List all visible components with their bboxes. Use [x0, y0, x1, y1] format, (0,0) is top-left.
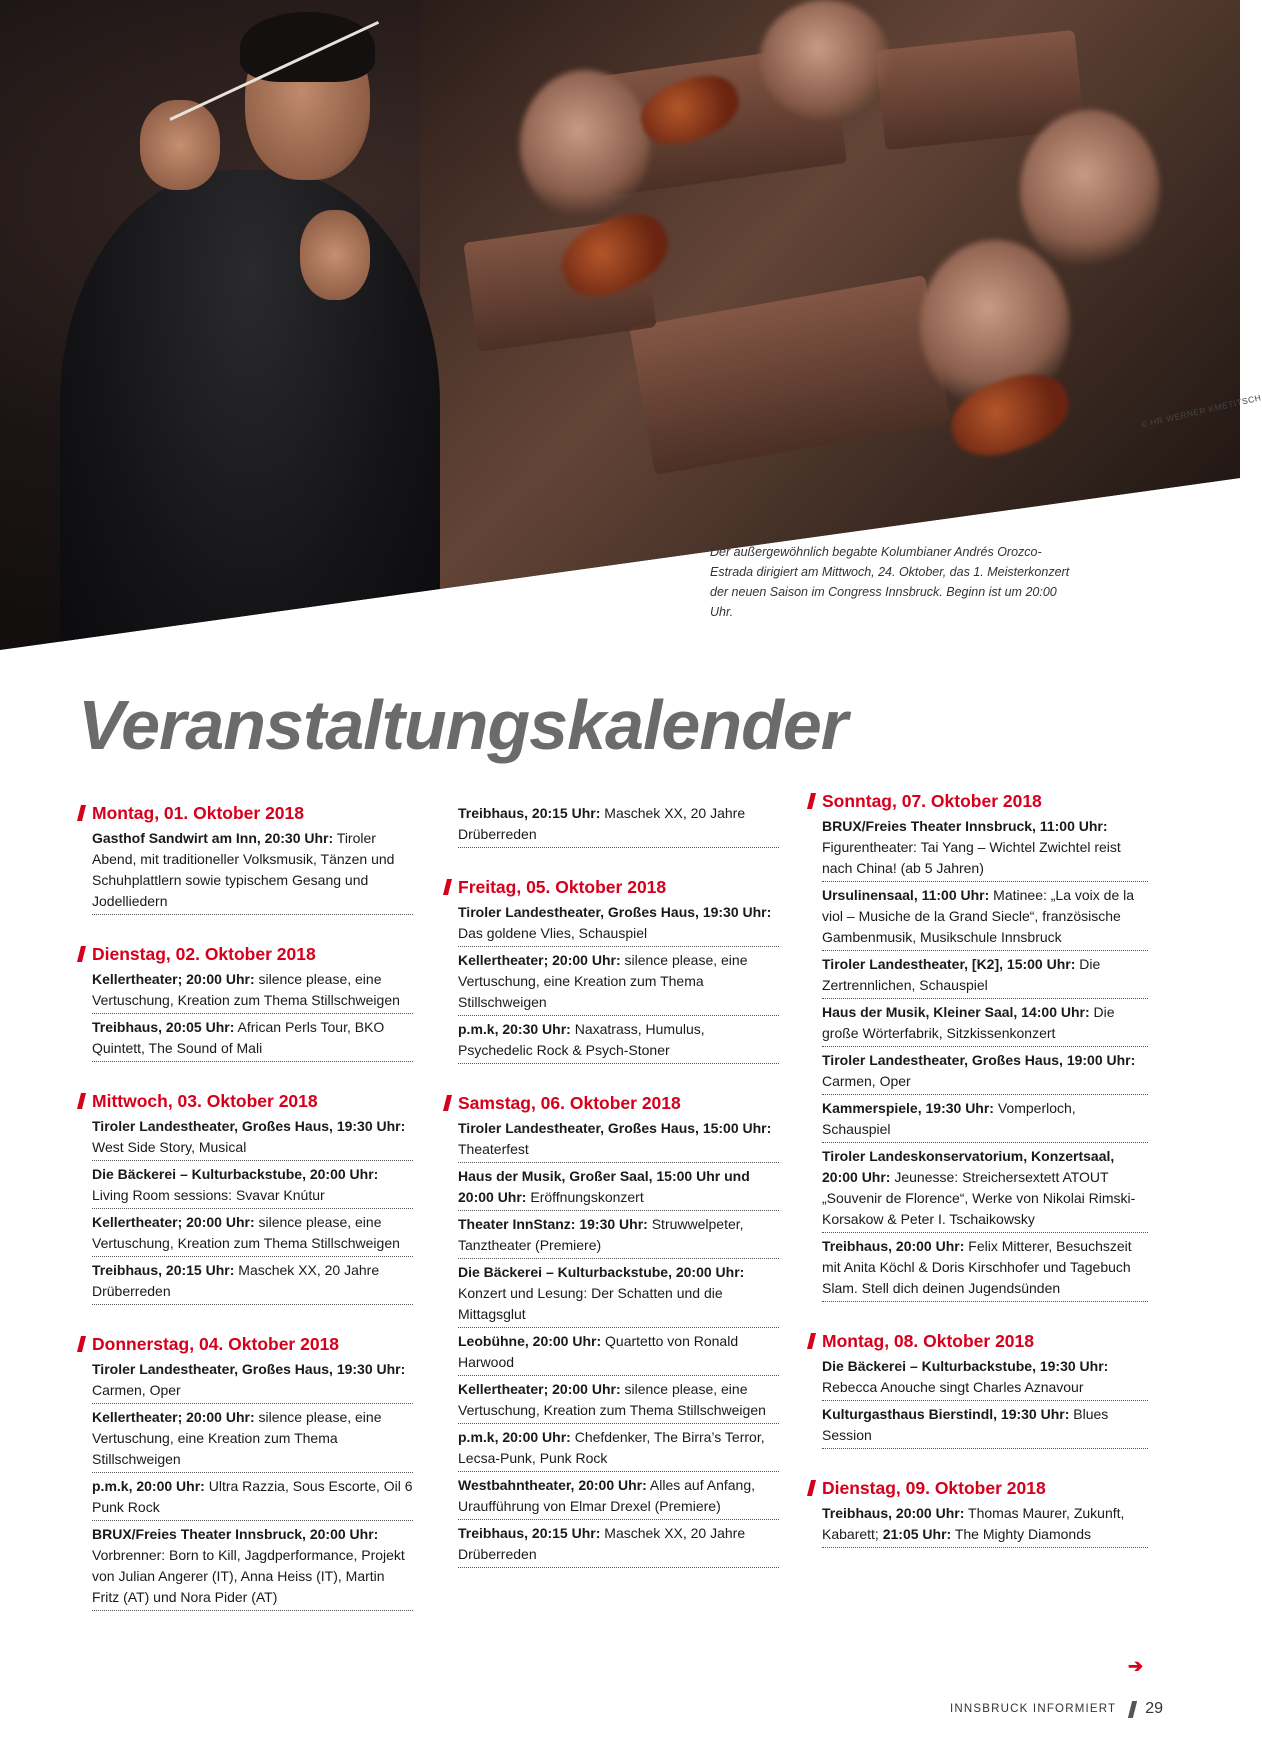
event-entry — [822, 1145, 1148, 1233]
conductor-hair — [240, 12, 375, 82]
slash-marker-icon — [443, 879, 452, 895]
event-venue-time: Theater InnStanz: 19:30 Uhr: — [458, 1216, 648, 1232]
event-description: Konzert und Lesung: Der Schatten und die Mittagsglut — [458, 1285, 723, 1322]
slash-marker-icon — [807, 1480, 816, 1496]
event-description: Vorbrenner: Born to Kill, Jagdperformance, Projekt von Julian Angerer (IT), Anna Heiss (IT), Martin Fritz (AT) und Nora Pider (AT) — [92, 1547, 405, 1605]
day-date: Dienstag, 09. Oktober 2018 — [822, 1478, 1046, 1498]
event-description: silence please, eine Vertuschung, Kreation zum Thema Stillschweigen — [92, 971, 400, 1008]
event-venue-time: p.m.k, 20:30 Uhr: — [458, 1021, 571, 1037]
event-venue-time: Treibhaus, 20:05 Uhr: — [92, 1019, 235, 1035]
event-description: Eröffnungskonzert — [526, 1189, 644, 1205]
event-entry — [822, 1502, 1148, 1548]
day-heading — [78, 943, 413, 965]
event-venue-time: Die Bäckerei – Kulturbackstube, 20:00 Uhr: — [92, 1166, 379, 1182]
event-entry — [458, 1261, 779, 1328]
event-description: African Perls Tour, BKO Quintett, The Sound of Mali — [92, 1019, 385, 1056]
day-date: Samstag, 06. Oktober 2018 — [458, 1093, 681, 1113]
event-venue-time: Tiroler Landestheater, Großes Haus, 19:30 Uhr: — [92, 1118, 406, 1134]
event-entry — [822, 953, 1148, 999]
event-description: Felix Mitterer, Besuchszeit mit Anita Köchl & Doris Kirschhofer und Tagebuch Slam. Stell dich deinen Jugendsünden — [822, 1238, 1132, 1296]
event-entry — [822, 1403, 1148, 1449]
calendar-column-1 — [78, 802, 413, 1639]
event-description: Carmen, Oper — [822, 1073, 911, 1089]
event-entry — [92, 968, 413, 1014]
event-venue-time: Tiroler Landestheater, Großes Haus, 19:00 Uhr: — [822, 1052, 1136, 1068]
event-description: Alles auf Anfang, Uraufführung von Elmar Drexel (Premiere) — [458, 1477, 755, 1514]
event-venue-time: Tiroler Landeskonservatorium, Konzertsaal, 20:00 Uhr: — [822, 1148, 1115, 1185]
slash-marker-icon — [77, 1336, 86, 1352]
page-number: 29 — [1145, 1700, 1164, 1717]
event-entry — [822, 884, 1148, 951]
event-description: Theaterfest — [458, 1141, 529, 1157]
event-description: Blues Session — [822, 1406, 1109, 1443]
day-block — [808, 1477, 1148, 1548]
day-date: Freitag, 05. Oktober 2018 — [458, 877, 667, 897]
event-venue-time: Tiroler Landestheater, Großes Haus, 19:30 Uhr: — [92, 1361, 406, 1377]
event-venue-time: Treibhaus, 20:15 Uhr: — [458, 805, 601, 821]
event-description: Maschek XX, 20 Jahre Drüberreden — [458, 805, 746, 842]
event-description: silence please, eine Vertuschung, Kreation zum Thema Stillschweigen — [458, 1381, 766, 1418]
slash-marker-icon — [77, 1093, 86, 1109]
day-heading — [78, 802, 413, 824]
event-description: The Mighty Diamonds — [951, 1526, 1091, 1542]
event-description: Die große Wörterfabrik, Sitzkissenkonzert — [822, 1004, 1115, 1041]
event-description: Quartetto von Ronald Harwood — [458, 1333, 739, 1370]
event-venue-time: Treibhaus, 20:00 Uhr: — [822, 1505, 965, 1521]
event-venue-time: Haus der Musik, Kleiner Saal, 14:00 Uhr: — [822, 1004, 1090, 1020]
event-entry — [92, 1259, 413, 1305]
slash-marker-icon — [443, 1095, 452, 1111]
event-description: Jeunesse: Streichersextett ATOUT „Souvenir de Florence“, Werke von Nikolai Rimski-Korsakow & Peter I. Tschaikowsky — [822, 1169, 1136, 1227]
musician — [1020, 110, 1160, 270]
event-description: Tiroler Abend, mit traditioneller Volksmusik, Tänzen und Schuhplattlern sowie typischem Gesang und Jodelliedern — [92, 830, 395, 909]
event-description: Vomperloch, Schauspiel — [822, 1100, 1076, 1137]
day-block — [78, 1090, 413, 1305]
event-entry — [92, 1163, 413, 1209]
event-entry — [822, 1355, 1148, 1401]
event-description: silence please, eine Vertuschung, eine Kreation zum Thema Stillschweigen — [92, 1409, 382, 1467]
day-block — [444, 802, 779, 848]
day-heading — [808, 1477, 1148, 1499]
day-block — [808, 1330, 1148, 1449]
event-description: Figurentheater: Tai Yang – Wichtel Zwichtel reist nach China! (ab 5 Jahren) — [822, 839, 1121, 876]
slash-marker-icon — [77, 946, 86, 962]
event-venue-time: Kammerspiele, 19:30 Uhr: — [822, 1100, 994, 1116]
day-heading — [78, 1090, 413, 1112]
event-entry — [92, 1475, 413, 1521]
day-heading — [808, 1330, 1148, 1352]
event-description: Thomas Maurer, Zukunft, Kabarett; — [822, 1505, 1125, 1542]
event-entry — [458, 1117, 779, 1163]
musician — [520, 70, 650, 220]
event-description: Naxatrass, Humulus, Psychedelic Rock & Psych-Stoner — [458, 1021, 705, 1058]
day-block — [444, 876, 779, 1064]
conductor — [60, 170, 440, 650]
event-description: Maschek XX, 20 Jahre Drüberreden — [458, 1525, 746, 1562]
publication-name: INNSBRUCK INFORMIERT — [950, 1703, 1117, 1715]
day-block — [78, 1333, 413, 1611]
day-date: Montag, 08. Oktober 2018 — [822, 1331, 1035, 1351]
event-description: Living Room sessions: Svavar Knútur — [92, 1187, 325, 1203]
day-date: Donnerstag, 04. Oktober 2018 — [92, 1334, 340, 1354]
event-entry — [822, 1001, 1148, 1047]
event-description: Ultra Razzia, Sous Escorte, Oil 6 Punk Rock — [92, 1478, 413, 1515]
event-entry — [458, 1474, 779, 1520]
event-description: Die Zertrennlichen, Schauspiel — [822, 956, 1101, 993]
event-venue-time: Treibhaus, 20:15 Uhr: — [92, 1262, 235, 1278]
day-date: Sonntag, 07. Oktober 2018 — [822, 791, 1042, 811]
event-venue-time: Tiroler Landestheater, [K2], 15:00 Uhr: — [822, 956, 1076, 972]
event-description: silence please, eine Vertuschung, Kreation zum Thema Stillschweigen — [92, 1214, 400, 1251]
event-venue-time: Kellertheater; 20:00 Uhr: — [92, 971, 255, 987]
event-description: Chefdenker, The Birra’s Terror, Lecsa-Punk, Punk Rock — [458, 1429, 765, 1466]
event-description: Carmen, Oper — [92, 1382, 181, 1398]
event-venue-time: Die Bäckerei – Kulturbackstube, 20:00 Uhr: — [458, 1264, 745, 1280]
event-venue-time: p.m.k, 20:00 Uhr: — [458, 1429, 571, 1445]
event-venue-time: Leobühne, 20:00 Uhr: — [458, 1333, 602, 1349]
calendar-column-3 — [808, 790, 1148, 1576]
event-entry — [458, 1213, 779, 1259]
event-venue-time: Haus der Musik, Großer Saal, 15:00 Uhr und 20:00 Uhr: — [458, 1168, 750, 1205]
event-venue-time: Tiroler Landestheater, Großes Haus, 19:30 Uhr: — [458, 904, 772, 920]
event-entry — [822, 1097, 1148, 1143]
event-venue-time: Treibhaus, 20:15 Uhr: — [458, 1525, 601, 1541]
event-entry — [92, 1406, 413, 1473]
event-entry — [458, 1165, 779, 1211]
event-venue-time: Treibhaus, 20:00 Uhr: — [822, 1238, 965, 1254]
event-entry — [822, 815, 1148, 882]
day-block — [444, 1092, 779, 1568]
day-block — [808, 790, 1148, 1302]
event-entry — [458, 1018, 779, 1064]
event-description: Struwwelpeter, Tanztheater (Premiere) — [458, 1216, 744, 1253]
event-venue-time: Tiroler Landestheater, Großes Haus, 15:00 Uhr: — [458, 1120, 772, 1136]
continue-arrow-icon: ➔ — [1128, 1656, 1144, 1676]
day-heading — [444, 1092, 779, 1114]
event-venue-time: BRUX/Freies Theater Innsbruck, 11:00 Uhr: — [822, 818, 1108, 834]
page-title: Veranstaltungskalender — [78, 686, 848, 764]
event-entry — [822, 1235, 1148, 1302]
event-venue-time: Kellertheater; 20:00 Uhr: — [458, 1381, 621, 1397]
day-block — [78, 943, 413, 1062]
event-venue-time: Gasthof Sandwirt am Inn, 20:30 Uhr: — [92, 830, 334, 846]
event-venue-time: Kellertheater; 20:00 Uhr: — [92, 1214, 255, 1230]
event-entry — [822, 1049, 1148, 1095]
event-description: Rebecca Anouche singt Charles Aznavour — [822, 1379, 1084, 1395]
event-entry — [92, 1016, 413, 1062]
conductor-hand — [300, 210, 370, 300]
footer-divider — [1128, 1701, 1137, 1718]
calendar-column-2 — [444, 802, 779, 1596]
event-entry — [92, 1523, 413, 1611]
day-date: Dienstag, 02. Oktober 2018 — [92, 944, 316, 964]
slash-marker-icon — [77, 805, 86, 821]
musician — [760, 0, 890, 120]
event-venue-time: BRUX/Freies Theater Innsbruck, 20:00 Uhr: — [92, 1526, 379, 1542]
event-entry — [458, 1330, 779, 1376]
photo-caption: Der außergewöhnlich begabte Kolumbianer Andrés Orozco-Estrada dirigiert am Mittwoch, 24. Oktober, das 1. Meisterkonzert der neuen Saison im Congress Innsbruck. Beginn ist um 20:00 Uhr. — [710, 545, 1070, 619]
event-venue-time: Kellertheater; 20:00 Uhr: — [458, 952, 621, 968]
event-venue-time: p.m.k, 20:00 Uhr: — [92, 1478, 205, 1494]
event-entry — [92, 1211, 413, 1257]
day-heading — [808, 790, 1148, 812]
event-entry — [92, 827, 413, 915]
day-date: Montag, 01. Oktober 2018 — [92, 803, 305, 823]
page-footer — [950, 1700, 1163, 1718]
day-heading — [78, 1333, 413, 1355]
photo-credit: © HR WERNER KMETITSCH — [1140, 392, 1262, 430]
day-block — [78, 802, 413, 915]
event-entry — [458, 802, 779, 848]
event-description: Das goldene Vlies, Schauspiel — [458, 925, 648, 941]
event-venue-time: 21:05 Uhr: — [878, 1526, 952, 1542]
day-date: Mittwoch, 03. Oktober 2018 — [92, 1091, 318, 1111]
event-venue-time: Die Bäckerei – Kulturbackstube, 19:30 Uhr: — [822, 1358, 1109, 1374]
event-description: West Side Story, Musical — [92, 1139, 247, 1155]
event-venue-time: Westbahntheater, 20:00 Uhr: — [458, 1477, 647, 1493]
day-heading — [444, 876, 779, 898]
event-venue-time: Ursulinensaal, 11:00 Uhr: — [822, 887, 990, 903]
slash-marker-icon — [807, 793, 816, 809]
event-description: Maschek XX, 20 Jahre Drüberreden — [92, 1262, 380, 1299]
event-entry — [458, 949, 779, 1016]
event-venue-time: Kulturgasthaus Bierstindl, 19:30 Uhr: — [822, 1406, 1070, 1422]
event-entry — [458, 1522, 779, 1568]
event-description: Matinee: „La voix de la viol – Musiche de la Grand Siecle“, französische Gambenmusik, Musikschule Innsbruck — [822, 887, 1135, 945]
event-entry — [458, 901, 779, 947]
event-entry — [92, 1115, 413, 1161]
slash-marker-icon — [807, 1333, 816, 1349]
event-entry — [458, 1378, 779, 1424]
event-entry — [458, 1426, 779, 1472]
event-venue-time: Kellertheater; 20:00 Uhr: — [92, 1409, 255, 1425]
event-entry — [92, 1358, 413, 1404]
event-description: silence please, eine Vertuschung, eine Kreation zum Thema Stillschweigen — [458, 952, 748, 1010]
